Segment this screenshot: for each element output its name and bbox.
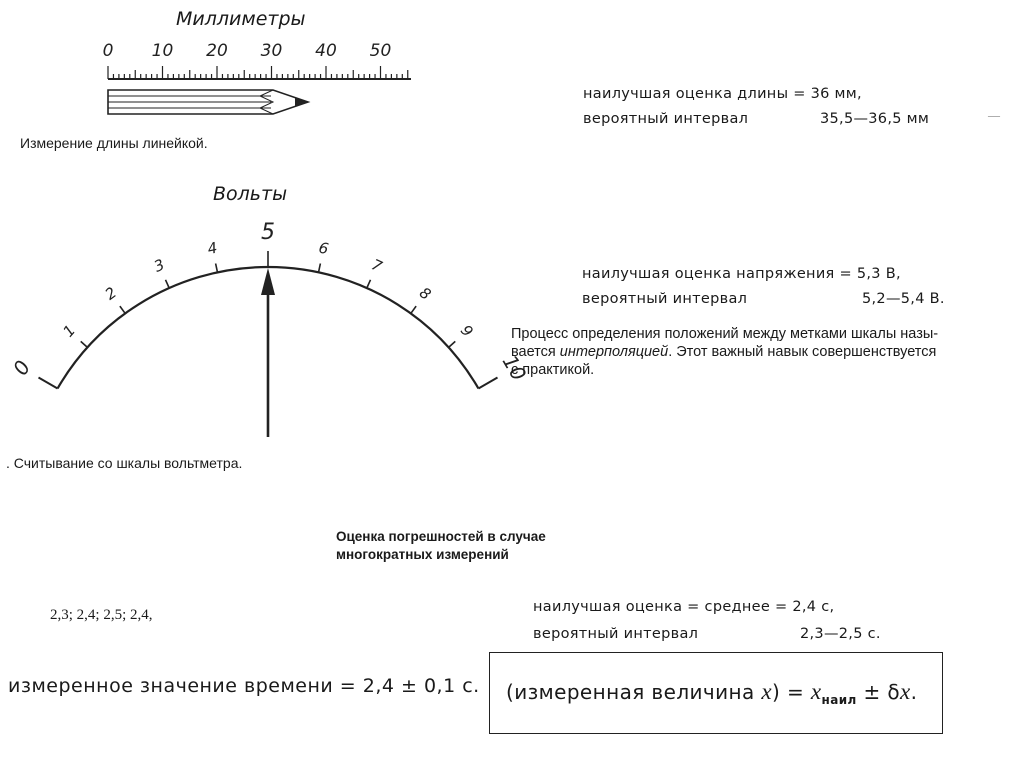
mean-best-estimate: наилучшая оценка = среднее = 2,4 с, xyxy=(533,599,835,615)
voltmeter-scale-labels xyxy=(8,220,531,385)
voltmeter-tick xyxy=(81,341,88,347)
voltmeter-scale-label: 5 xyxy=(261,220,275,245)
length-interval-label: вероятный интервал xyxy=(583,111,749,127)
voltmeter-end-tick xyxy=(39,378,58,389)
voltmeter-scale-label: 6 xyxy=(317,238,331,259)
formula-x: x xyxy=(761,679,773,704)
voltmeter-tick xyxy=(319,264,321,273)
formula-x-best: x xyxy=(810,679,822,704)
voltmeter-tick xyxy=(166,280,170,288)
voltmeter-title: Вольты xyxy=(213,183,288,205)
formula-x-delta: x xyxy=(900,679,911,704)
ruler-title: Миллиметры xyxy=(176,8,306,30)
ruler-tick-label: 20 xyxy=(206,41,228,61)
voltmeter-scale-label: 0 xyxy=(8,356,36,380)
page-mark: — xyxy=(988,108,1000,122)
interpolation-line-2-pre: вается xyxy=(511,344,560,360)
voltmeter-scale-label: 9 xyxy=(456,321,477,341)
time-measured-value: измеренное значение времени = 2,4 ± 0,1 с. xyxy=(8,675,480,697)
ruler-tick-label: 10 xyxy=(151,41,174,61)
formula xyxy=(506,679,917,707)
ruler-figure xyxy=(95,30,515,150)
voltmeter-tick xyxy=(367,280,371,288)
ruler-tick-labels xyxy=(103,41,392,61)
ruler-caption: Измерение длины линейкой. xyxy=(20,135,208,151)
formula-end: . xyxy=(910,680,918,704)
voltmeter-scale-label: 4 xyxy=(205,238,219,259)
pointer-arrow xyxy=(261,268,275,437)
length-interval-value: 35,5—36,5 мм xyxy=(820,111,930,127)
voltmeter-scale-label: 7 xyxy=(368,255,385,276)
formula-pre: (измеренная величина xyxy=(506,680,762,704)
voltmeter-scale-label: 3 xyxy=(151,255,168,276)
formula-plusminus: ± δ xyxy=(856,680,901,704)
ruler-tick-label: 30 xyxy=(260,41,283,61)
voltmeter-tick xyxy=(216,264,218,273)
interpolation-term: интерполяцией xyxy=(559,344,669,360)
voltmeter-tick xyxy=(449,341,456,347)
formula-box xyxy=(489,652,943,734)
voltmeter-scale-label: 8 xyxy=(416,283,435,304)
measurement-values: 2,3; 2,4; 2,5; 2,4, xyxy=(50,607,153,623)
voltage-interval-value: 5,2—5,4 В. xyxy=(862,291,945,307)
ruler-ticks xyxy=(108,66,408,79)
interpolation-line-2 xyxy=(511,344,936,360)
interpolation-line-1: Процесс определения положений между метками шкалы назы- xyxy=(511,326,939,342)
section-title-line-2: многократных измерений xyxy=(336,547,509,562)
voltmeter-tick xyxy=(120,306,125,313)
voltmeter-caption: . Считывание со шкалы вольтметра. xyxy=(6,455,243,471)
ruler-tick-label: 0 xyxy=(102,41,114,61)
ruler-tick-label: 50 xyxy=(369,41,392,61)
ruler-tick-label: 40 xyxy=(315,41,337,61)
interpolation-line-2-post: . Этот важный навык совершенствуется xyxy=(668,344,937,360)
mean-interval-label: вероятный интервал xyxy=(533,626,699,642)
voltmeter-end-tick xyxy=(478,378,497,389)
section-title-line-1: Оценка погрешностей в случае xyxy=(336,529,546,544)
formula-mid: ) = xyxy=(772,680,811,704)
voltmeter-scale-label: 2 xyxy=(101,283,120,304)
pencil-drawing xyxy=(108,90,308,114)
voltage-interval-label: вероятный интервал xyxy=(582,291,748,307)
mean-interval-value: 2,3—2,5 с. xyxy=(800,626,881,642)
voltmeter-figure xyxy=(0,205,532,465)
voltmeter-tick xyxy=(411,306,416,313)
formula-subscript: наил xyxy=(821,693,857,707)
voltmeter-scale-label: 1 xyxy=(59,321,80,341)
voltage-best-estimate: наилучшая оценка напряжения = 5,3 В, xyxy=(582,266,901,282)
interpolation-line-3: с практикой. xyxy=(511,362,595,378)
voltmeter-scale-label: 10 xyxy=(497,350,532,385)
length-best-estimate: наилучшая оценка длины = 36 мм, xyxy=(583,86,862,102)
